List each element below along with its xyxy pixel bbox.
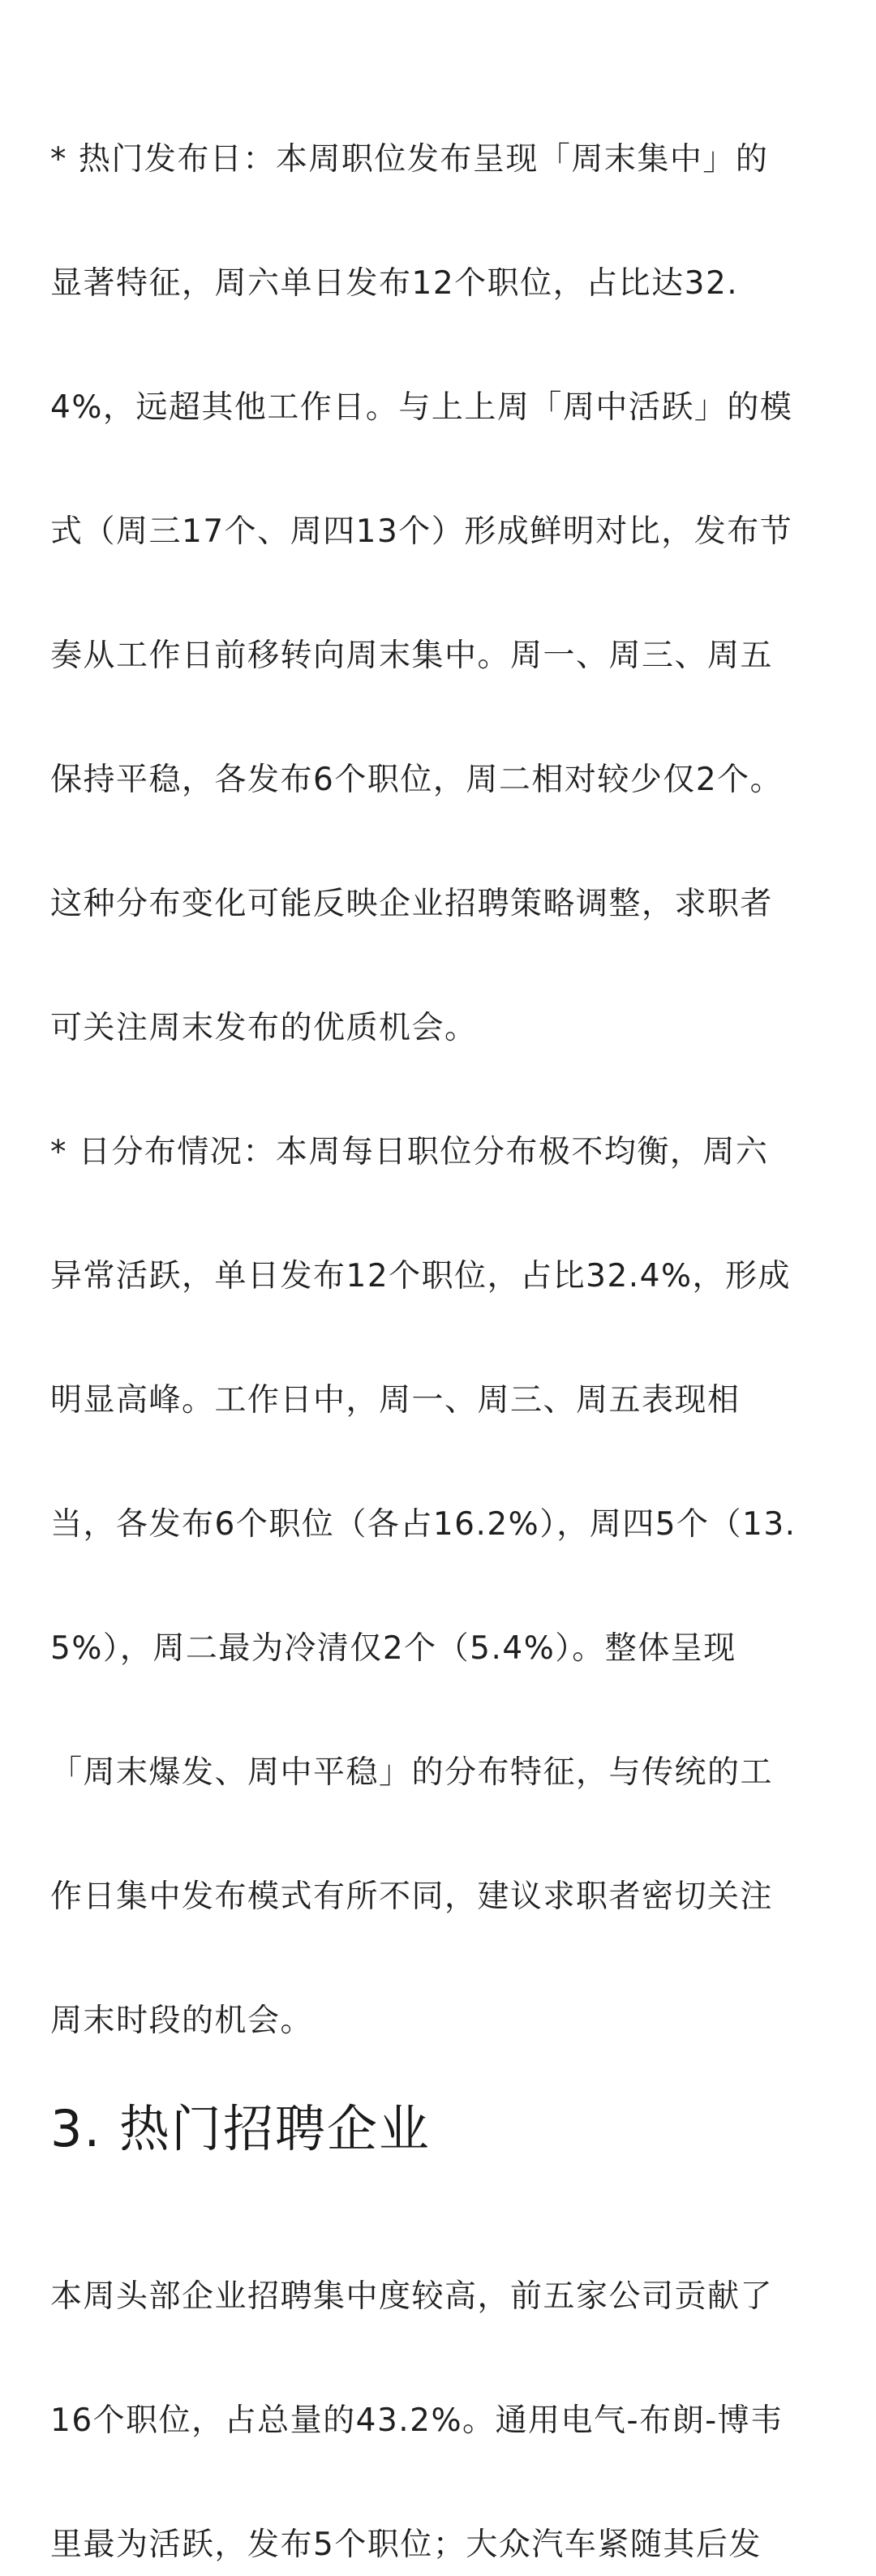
text-line: 5%），周二最为冷清仅2个（5.4%）。整体呈现 [50,1629,736,1667]
text-line: 「周末爆发、周中平稳」的分布特征，与传统的工 [50,1754,774,1791]
section-heading: 3. 热门招聘企业 [50,2099,431,2158]
text-line: 当，各发布6个职位（各占16.2%），周四5个（13. [50,1505,797,1543]
text-line: 这种分布变化可能反映企业招聘策略调整，求职者 [50,885,774,922]
text-line: 保持平稳，各发布6个职位，周二相对较少仅2个。 [50,761,784,798]
text-line: 可关注周末发布的优质机会。 [50,1009,478,1046]
text-line: * 热门发布日：本周职位发布呈现「周末集中」的 [50,140,769,178]
text-line: 异常活跃，单日发布12个职位，占比32.4%，形成 [50,1257,792,1294]
text-line: 周末时段的机会。 [50,2002,314,2039]
text-line: 作日集中发布模式有所不同，建议求职者密切关注 [50,1878,774,1915]
bullet-hot-publish-day [50,67,834,1059]
text-line: 4%，远超其他工作日。与上上周「周中活跃」的模 [50,389,793,426]
text-line: 16个职位，占总量的43.2%。通用电气-布朗-博韦 [50,2402,784,2439]
text-line: 式（周三17个、周四13个）形成鲜明对比，发布节 [50,513,793,550]
text-line: * 日分布情况：本周每日职位分布极不均衡，周六 [50,1133,769,1170]
text-line: 本周头部企业招聘集中度较高，前五家公司贡献了 [50,2278,774,2315]
text-line: 奏从工作日前移转向周末集中。周一、周三、周五 [50,637,774,674]
text-line: 明显高峰。工作日中，周一、周三、周五表现相 [50,1381,741,1419]
section-intro [50,2204,834,2576]
text-line: 显著特征，周六单日发布12个职位，占比达32. [50,264,739,302]
text-line: 里最为活跃，发布5个职位；大众汽车紧随其后发 [50,2526,762,2563]
bullet-daily-distribution [50,1059,834,2052]
